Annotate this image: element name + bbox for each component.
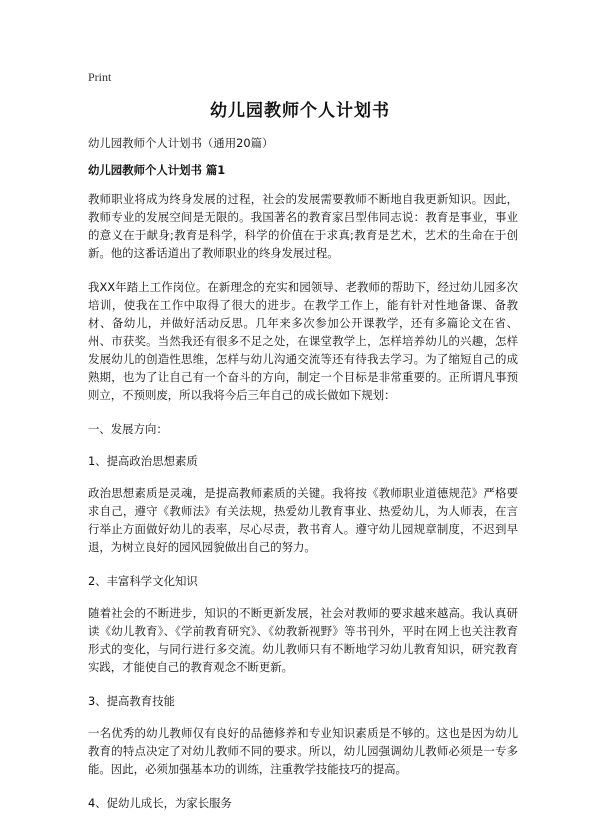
paragraph-intro: 教师职业将成为终身发展的过程，社会的发展需要教师不断地自我更新知识。因此，教师专业的发展空间是无限的。我国著名的教育家吕型伟同志说：教育是事业，事业的意义在于献身;教育是科学，科学的价值在于求真;教育是艺术，艺术的生命在于创新。他的这番话道出了教师职业的终身发展过程。 <box>88 192 518 260</box>
page-title: 幼儿园教师个人计划书 <box>210 101 390 121</box>
heading-teaching-skills: 3、提高教育技能 <box>88 694 175 708</box>
heading-scientific-knowledge: 2、丰富科学文化知识 <box>88 574 198 588</box>
heading-political-quality: 1、提高政治思想素质 <box>88 454 198 468</box>
heading-child-growth: 4、促幼儿成长，为家长服务 <box>88 796 232 810</box>
heading-development-direction: 一、发展方向： <box>88 422 168 436</box>
print-label[interactable]: Print <box>88 70 112 84</box>
paragraph-teaching-skills: 一名优秀的幼儿教师仅有良好的品德修养和专业知识素质是不够的。这也是因为幼儿教育的特点决定了对幼儿教师不同的要求。所以，幼儿园强调幼儿教师必须是一专多能。因此，必须加强基本功的训练，注重教学技能技巧的提高。 <box>88 726 518 776</box>
document-body <box>88 134 518 826</box>
paragraph-political-quality: 政治思想素质是灵魂，是提高教师素质的关键。我将按《教师职业道德规范》严格要求自己，遵守《教师法》有关法规，热爱幼儿教育事业、热爱幼儿，为人师表，在言行举止方面做好幼儿的表率，尽心尽责，教书育人。遵守幼儿园规章制度，不迟到早退，为树立良好的园风园貌做出自己的努力。 <box>88 486 518 554</box>
paragraph-scientific-knowledge: 随着社会的不断进步，知识的不断更新发展，社会对教师的要求越来越高。我认真研读《幼儿教育》、《学前教育研究》、《幼教新视野》等书刊外，平时在网上也关注教育形式的变化，与同行进行多交流。幼儿教师只有不断地学习幼儿教育知识，研究教育实践，才能使自己的教育观念不断更新。 <box>88 606 518 674</box>
section-title: 幼儿园教师个人计划书 篇1 <box>88 163 226 177</box>
document-subtitle: 幼儿园教师个人计划书（通用20篇） <box>88 136 274 150</box>
paragraph-background: 我XX年踏上工作岗位。在新理念的充实和园领导、老教师的帮助下，经过幼儿园多次培训，使我在工作中取得了很大的进步。在教学工作上，能有针对性地备课、备教材、备幼儿，并做好活动反思。几年来多次参加公开课教学，还有多篇论文在省、州、市获奖。当然我还有很多不足之处，在课堂教学上，怎样培养幼儿的兴趣，怎样发展幼儿的创造性思维，怎样与幼儿沟通交流等还有待我去学习。为了缩短自己的成熟期，也为了让自己有一个奋斗的方向，制定一个目标是非常重要的。正所谓凡事预则立，不预则废，所以我将今后三年自己的成长做如下规划： <box>88 280 518 402</box>
